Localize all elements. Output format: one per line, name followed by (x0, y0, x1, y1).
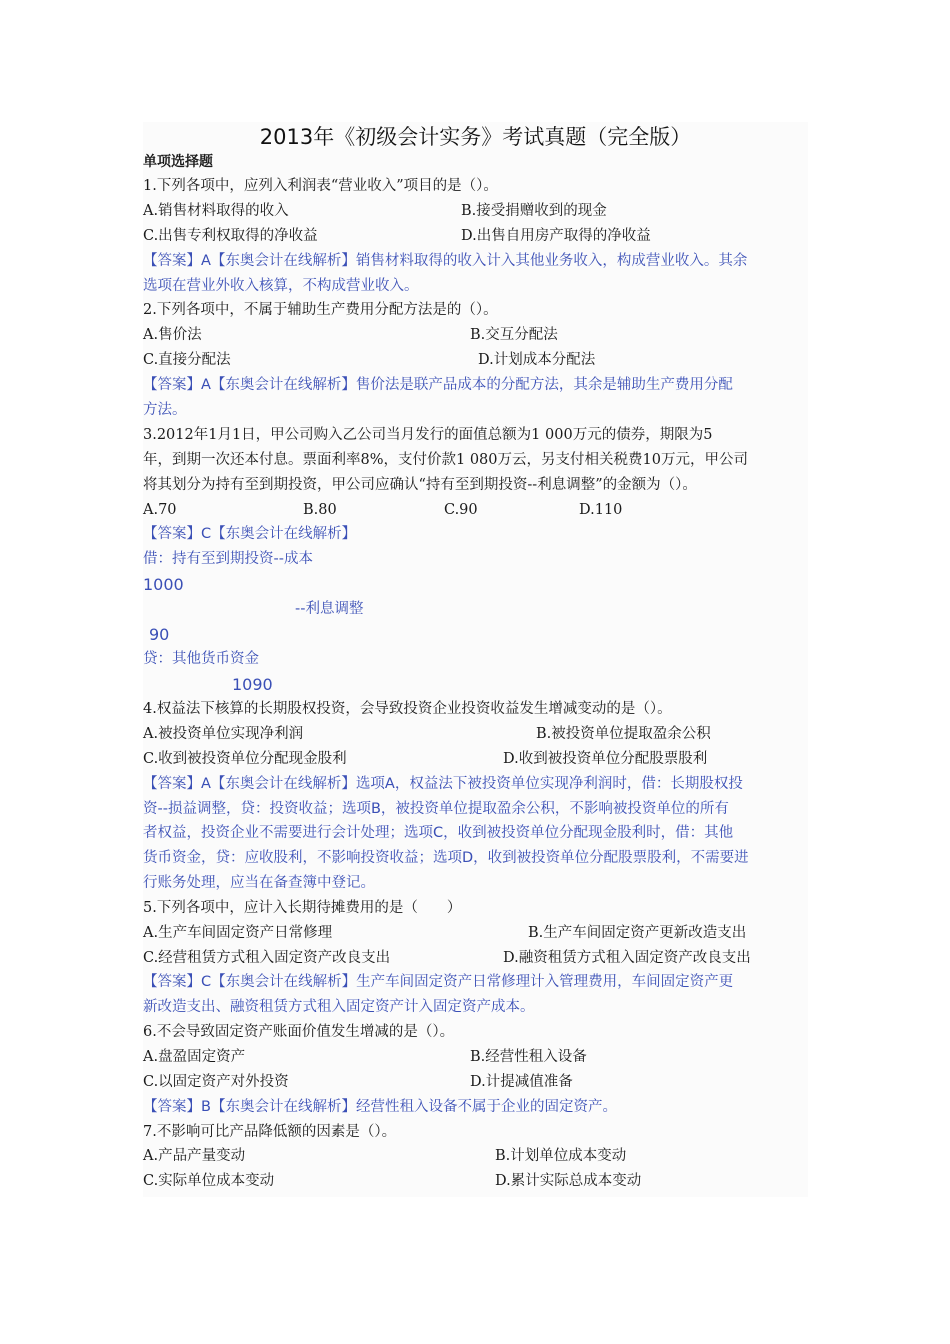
q5-option-b: B.生产车间固定资产更新改造支出 (528, 925, 747, 941)
q3-journal-interest: --利息调整 (295, 601, 364, 617)
q6-answer: 【答案】B【东奥会计在线解析】经营性租入设备不属于企业的固定资产。 (143, 1099, 617, 1115)
q1-options-row1 (143, 199, 808, 223)
q4-options-row2 (143, 747, 808, 771)
q4-answer-line4: 货币资金，贷：应收股利，不影响投资收益；选项D，收到被投资单位分配股票股利，不需要进 (143, 850, 749, 866)
q3-journal-value3: 1090 (232, 675, 273, 694)
q1-options-row2 (143, 224, 808, 248)
q7-option-a: A.产品产量变动 (143, 1148, 246, 1164)
q4-answer-line2: 资--损益调整，贷：投资收益；选项B，被投资单位提取盈余公积，不影响被投资单位的所有 (143, 801, 729, 817)
q3-option-d: D.110 (579, 502, 623, 518)
q2-answer-line2: 方法。 (143, 402, 187, 418)
q2-option-d: D.计划成本分配法 (478, 352, 596, 368)
q5-answer-line2: 新改造支出、融资租赁方式租入固定资产计入固定资产成本。 (143, 999, 535, 1015)
q4-options-row1 (143, 722, 808, 746)
q2-options-row1 (143, 323, 808, 347)
q4-option-d: D.收到被投资单位分配股票股利 (503, 751, 708, 767)
q3-journal-value1: 1000 (143, 575, 184, 594)
q1-option-c: C.出售专利权取得的净收益 (143, 228, 318, 244)
q2-option-a: A.售价法 (143, 327, 202, 343)
q4-option-c: C.收到被投资单位分配现金股利 (143, 751, 347, 767)
q6-options-row1 (143, 1045, 808, 1069)
q4-answer-line1: 【答案】A【东奥会计在线解析】选项A，权益法下被投资单位实现净利润时，借：长期股权投 (143, 776, 743, 792)
q3-stem-line3: 将其划分为持有至到期投资，甲公司应确认“持有至到期投资--利息调整”的金额为（）。 (143, 477, 697, 493)
q1-answer-line1: 【答案】A【东奥会计在线解析】销售材料取得的收入计入其他业务收入，构成营业收入。其余 (143, 253, 748, 269)
q4-option-b: B.被投资单位提取盈余公积 (536, 726, 711, 742)
q4-stem: 4.权益法下核算的长期股权投资，会导致投资企业投资收益发生增减变动的是（）。 (143, 701, 672, 717)
q6-option-a: A.盘盈固定资产 (143, 1049, 246, 1065)
q3-option-c: C.90 (444, 502, 478, 518)
q6-option-d: D.计提减值准备 (470, 1074, 573, 1090)
q5-option-a: A.生产车间固定资产日常修理 (143, 925, 333, 941)
q1-option-a: A.销售材料取得的收入 (143, 203, 289, 219)
q5-options-row1 (143, 921, 808, 945)
q3-journal-credit: 贷：其他货币资金 (143, 651, 259, 667)
q2-option-b: B.交互分配法 (470, 327, 558, 343)
q3-stem-line2: 年，到期一次还本付息。票面利率8%，支付价款1 080万云，另支付相关税费10万元，甲公司 (143, 452, 748, 468)
q2-stem: 2.下列各项中，不属于辅助生产费用分配方法是的（）。 (143, 302, 498, 318)
q3-option-a: A.70 (143, 502, 177, 518)
q7-options-row1 (143, 1144, 808, 1168)
q1-option-b: B.接受捐赠收到的现金 (461, 203, 607, 219)
q3-stem-line1: 3.2012年1月1日，甲公司购入乙公司当月发行的面值总额为1 000万元的债券，期限为5 (143, 427, 713, 443)
q4-answer-line3: 者权益，投资企业不需要进行会计处理；选项C，收到被投资单位分配现金股利时，借：其他 (143, 825, 734, 841)
q6-stem: 6.不会导致固定资产账面价值发生增减的是（）。 (143, 1024, 455, 1040)
q7-stem: 7.不影响可比产品降低额的因素是（）。 (143, 1124, 397, 1140)
q3-journal-value2: 90 (149, 625, 170, 644)
q7-option-d: D.累计实际总成本变动 (495, 1173, 642, 1189)
q7-options-row2 (143, 1169, 808, 1193)
q2-answer-line1: 【答案】A【东奥会计在线解析】售价法是联产品成本的分配方法，其余是辅助生产费用分配 (143, 377, 733, 393)
q7-option-c: C.实际单位成本变动 (143, 1173, 275, 1189)
q1-option-d: D.出售自用房产取得的净收益 (461, 228, 651, 244)
q6-options-row2 (143, 1070, 808, 1094)
q3-answer: 【答案】C【东奥会计在线解析】 (143, 526, 357, 542)
q3-journal-debit: 借：持有至到期投资--成本 (143, 551, 313, 567)
q3-option-b: B.80 (303, 502, 337, 518)
q2-options-row2 (143, 348, 808, 372)
q1-answer-line2: 选项在营业外收入核算，不构成营业收入。 (143, 278, 419, 294)
q5-options-row2 (143, 946, 808, 970)
document-title: 2013年《初级会计实务》考试真题（完全版） (259, 125, 692, 149)
q5-option-d: D.融资租赁方式租入固定资产改良支出 (503, 950, 751, 966)
q5-answer-line1: 【答案】C【东奥会计在线解析】生产车间固定资产日常修理计入管理费用，车间固定资产更 (143, 974, 734, 990)
q5-stem: 5.下列各项中，应计入长期待摊费用的是（ ） (143, 900, 462, 916)
section-heading: 单项选择题 (143, 154, 213, 170)
q6-option-c: C.以固定资产对外投资 (143, 1074, 289, 1090)
q1-stem: 1.下列各项中，应列入利润表“营业收入”项目的是（）。 (143, 178, 498, 194)
q4-answer-line5: 行账务处理，应当在备查簿中登记。 (143, 875, 375, 891)
q6-option-b: B.经营性租入设备 (470, 1049, 587, 1065)
q2-option-c: C.直接分配法 (143, 352, 231, 368)
q4-option-a: A.被投资单位实现净利润 (143, 726, 304, 742)
q7-option-b: B.计划单位成本变动 (495, 1148, 627, 1164)
q3-options-row (143, 498, 808, 522)
q5-option-c: C.经营租赁方式租入固定资产改良支出 (143, 950, 391, 966)
